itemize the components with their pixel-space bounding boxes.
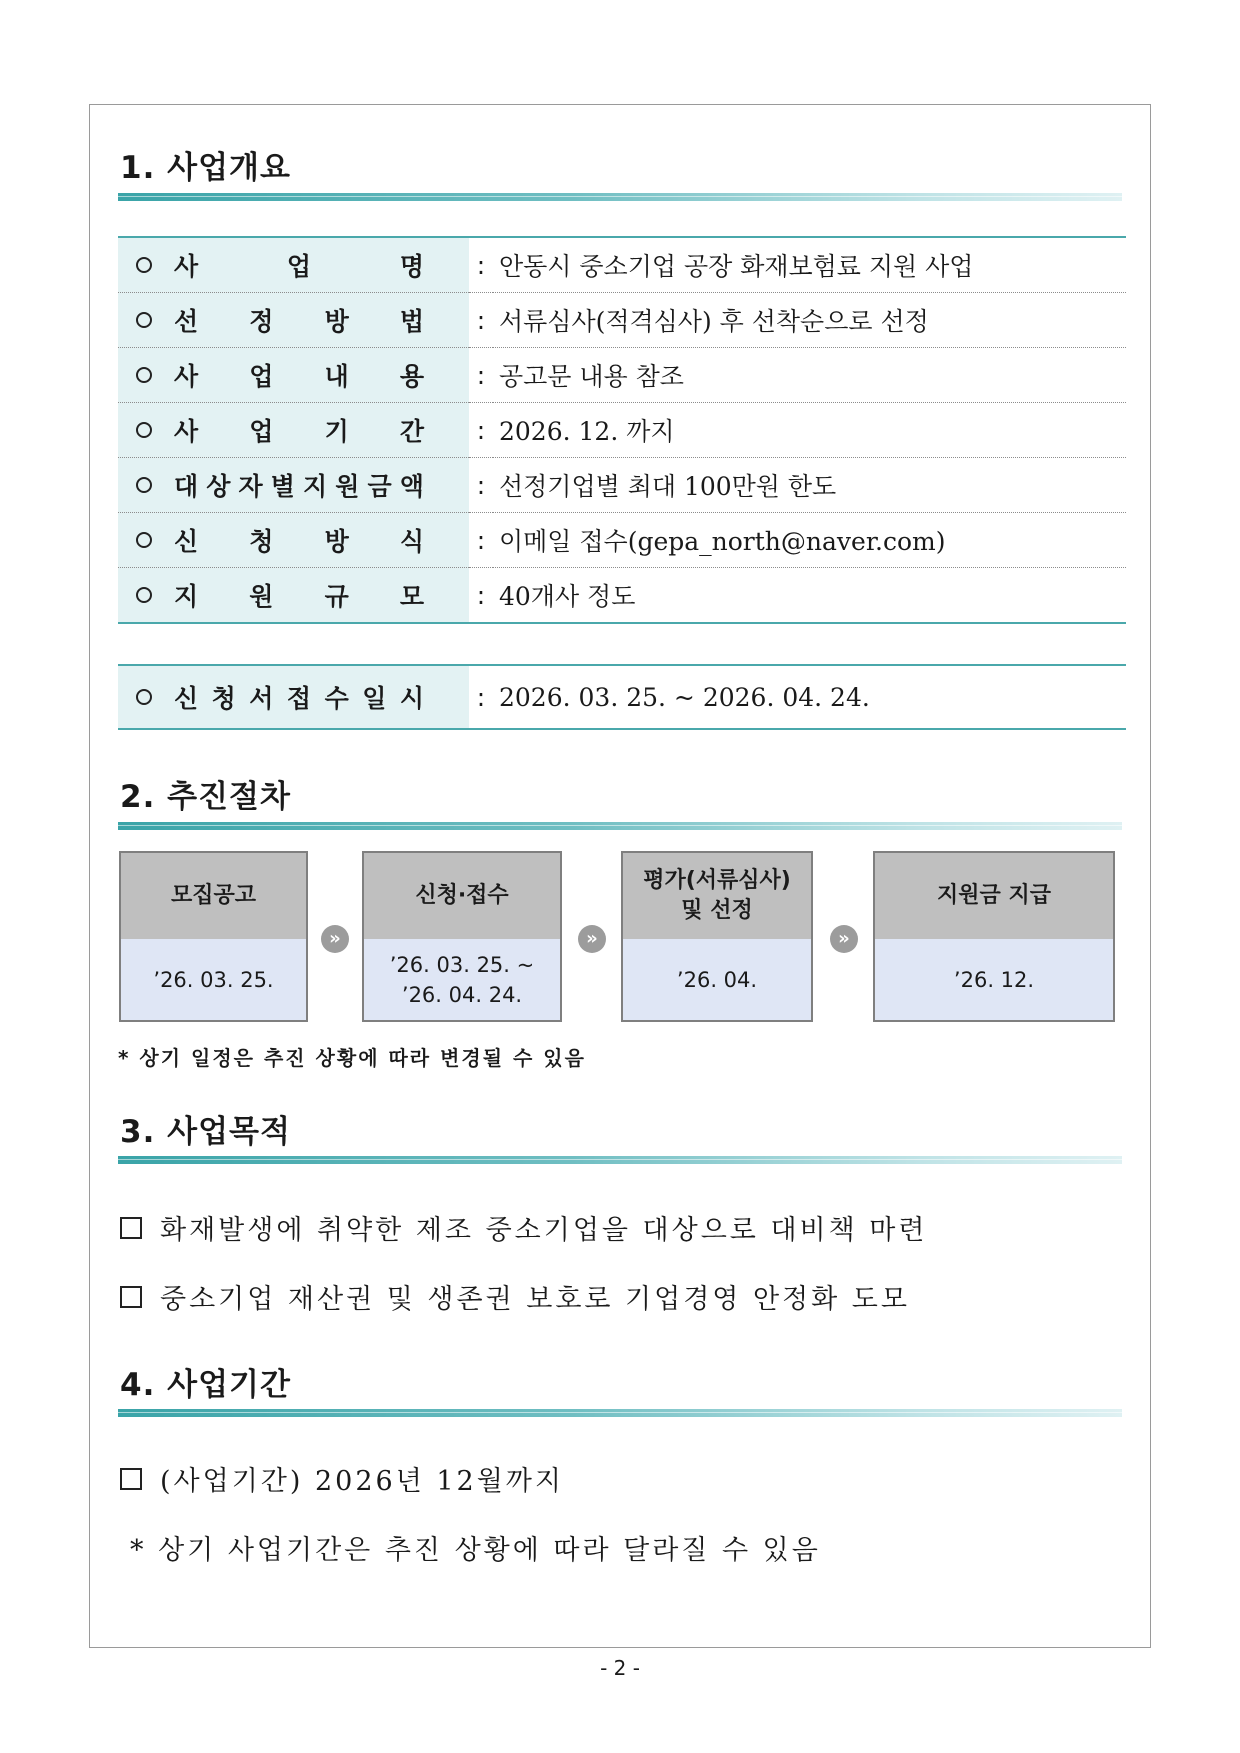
label-char: 규 bbox=[324, 582, 349, 611]
overview-row-label bbox=[174, 357, 424, 393]
circle-bullet-icon bbox=[136, 257, 152, 273]
period-item bbox=[120, 1459, 564, 1498]
double-arrow-right-icon: » bbox=[578, 925, 606, 953]
overview-row-value: 공고문 내용 참조 bbox=[493, 348, 1126, 403]
circle-bullet-icon bbox=[136, 532, 152, 548]
overview-row bbox=[118, 237, 1126, 293]
label-char: 정 bbox=[249, 307, 274, 336]
overview-table bbox=[118, 236, 1126, 624]
checkbox-bullet-icon bbox=[120, 1468, 142, 1490]
process-step-title: 지원금 지급 bbox=[875, 853, 1113, 939]
label-char: 일 bbox=[362, 684, 387, 713]
label-char: 명 bbox=[399, 252, 424, 281]
period-item-text: (사업기간) 2026년 12월까지 bbox=[160, 1466, 564, 1497]
label-char: 지 bbox=[303, 472, 328, 501]
process-step-date: ’26. 04. bbox=[676, 967, 758, 992]
label-char: 액 bbox=[399, 472, 424, 501]
colon: : bbox=[469, 665, 493, 729]
section-rule bbox=[118, 193, 1122, 201]
label-char: 수 bbox=[324, 684, 349, 713]
label-char: 원 bbox=[335, 472, 360, 501]
label-char: 사 bbox=[174, 252, 199, 281]
label-char: 금 bbox=[367, 472, 392, 501]
overview-row-label bbox=[174, 247, 424, 283]
overview-row-label bbox=[174, 522, 424, 558]
section-title-purpose: 3. 사업목적 bbox=[120, 1114, 291, 1150]
process-step-title: 평가(서류심사) 및 선정 bbox=[623, 853, 811, 939]
label-char: 청 bbox=[249, 527, 274, 556]
label-char: 서 bbox=[249, 684, 274, 713]
label-char: 신 bbox=[174, 684, 199, 713]
process-step-date: ’26. 03. 25. bbox=[153, 967, 274, 992]
label-char: 선 bbox=[174, 307, 199, 336]
process-step bbox=[119, 851, 308, 1022]
circle-bullet-icon bbox=[136, 587, 152, 603]
overview-row-label bbox=[174, 412, 424, 448]
label-char: 접 bbox=[286, 684, 312, 713]
label-char: 사 bbox=[174, 362, 199, 391]
double-arrow-right-icon: » bbox=[830, 925, 858, 953]
label-char: 업 bbox=[249, 417, 274, 446]
overview-row-label bbox=[174, 467, 424, 503]
label-char: 상 bbox=[206, 472, 231, 501]
label-char: 신 bbox=[174, 527, 199, 556]
overview-row-value: 이메일 접수(gepa_north@naver.com) bbox=[493, 513, 1126, 568]
label-char: 시 bbox=[399, 684, 424, 713]
purpose-item bbox=[120, 1208, 927, 1247]
checkbox-bullet-icon bbox=[120, 1286, 142, 1308]
application-period-table bbox=[118, 664, 1126, 730]
schedule-note: * 상기 일정은 추진 상황에 따라 변경될 수 있음 bbox=[118, 1046, 586, 1070]
label-char: 기 bbox=[324, 417, 349, 446]
section-title-overview: 1. 사업개요 bbox=[120, 150, 291, 186]
label-char: 원 bbox=[249, 582, 274, 611]
colon: : bbox=[469, 568, 493, 624]
double-arrow-right-icon: » bbox=[321, 925, 349, 953]
section-rule bbox=[118, 1409, 1122, 1417]
colon: : bbox=[469, 458, 493, 513]
overview-row bbox=[118, 348, 1126, 403]
overview-row-label bbox=[174, 302, 424, 338]
colon: : bbox=[469, 403, 493, 458]
label-char: 내 bbox=[324, 362, 349, 391]
overview-row bbox=[118, 403, 1126, 458]
colon: : bbox=[469, 237, 493, 293]
purpose-item-text: 중소기업 재산권 및 생존권 보호로 기업경영 안정화 도모 bbox=[160, 1284, 910, 1315]
overview-row bbox=[118, 513, 1126, 568]
overview-row bbox=[118, 293, 1126, 348]
colon: : bbox=[469, 513, 493, 568]
process-step-title: 신청·접수 bbox=[364, 853, 560, 939]
section-title-process: 2. 추진절차 bbox=[120, 779, 291, 815]
circle-bullet-icon bbox=[136, 689, 152, 705]
application-period-value: 2026. 03. 25. ~ 2026. 04. 24. bbox=[493, 665, 1126, 729]
purpose-item-text: 화재발생에 취약한 제조 중소기업을 대상으로 대비책 마련 bbox=[160, 1215, 928, 1246]
circle-bullet-icon bbox=[136, 422, 152, 438]
overview-row-value: 안동시 중소기업 공장 화재보험료 지원 사업 bbox=[493, 237, 1126, 293]
overview-row-value: 선정기업별 최대 100만원 한도 bbox=[493, 458, 1126, 513]
label-char: 간 bbox=[399, 417, 424, 446]
overview-row bbox=[118, 568, 1126, 624]
page-number: - 2 - bbox=[600, 1656, 640, 1680]
process-step bbox=[621, 851, 813, 1022]
application-period-label bbox=[174, 679, 424, 715]
overview-row bbox=[118, 458, 1126, 513]
label-char: 법 bbox=[399, 307, 424, 336]
purpose-item bbox=[120, 1277, 910, 1316]
label-char: 방 bbox=[324, 527, 349, 556]
application-period-row bbox=[118, 665, 1126, 729]
circle-bullet-icon bbox=[136, 312, 152, 328]
process-step-title: 모집공고 bbox=[121, 853, 306, 939]
label-char: 식 bbox=[399, 527, 424, 556]
circle-bullet-icon bbox=[136, 367, 152, 383]
process-step-date: ’26. 12. bbox=[953, 967, 1035, 992]
process-step bbox=[362, 851, 562, 1022]
overview-row-value: 서류심사(적격심사) 후 선착순으로 선정 bbox=[493, 293, 1126, 348]
colon: : bbox=[469, 348, 493, 403]
label-char: 자 bbox=[238, 472, 263, 501]
process-step-date: ’26. 03. 25. ~ ’26. 04. 24. bbox=[389, 952, 535, 1007]
circle-bullet-icon bbox=[136, 477, 152, 493]
section-title-period: 4. 사업기간 bbox=[120, 1367, 291, 1403]
label-char: 사 bbox=[174, 417, 199, 446]
overview-row-value: 40개사 정도 bbox=[493, 568, 1126, 624]
label-char: 용 bbox=[399, 362, 424, 391]
label-char: 업 bbox=[286, 252, 312, 281]
label-char: 업 bbox=[249, 362, 274, 391]
overview-row-value: 2026. 12. 까지 bbox=[493, 403, 1126, 458]
section-rule bbox=[118, 1156, 1122, 1164]
label-char: 청 bbox=[211, 684, 236, 713]
period-note: * 상기 사업기간은 추진 상황에 따라 달라질 수 있음 bbox=[130, 1535, 821, 1566]
colon: : bbox=[469, 293, 493, 348]
section-rule bbox=[118, 822, 1122, 830]
label-char: 별 bbox=[270, 472, 295, 501]
checkbox-bullet-icon bbox=[120, 1217, 142, 1239]
process-step bbox=[873, 851, 1115, 1022]
overview-row-label bbox=[174, 577, 424, 613]
label-char: 지 bbox=[174, 582, 199, 611]
label-char: 모 bbox=[399, 582, 424, 611]
label-char: 방 bbox=[324, 307, 349, 336]
label-char: 대 bbox=[174, 472, 199, 501]
